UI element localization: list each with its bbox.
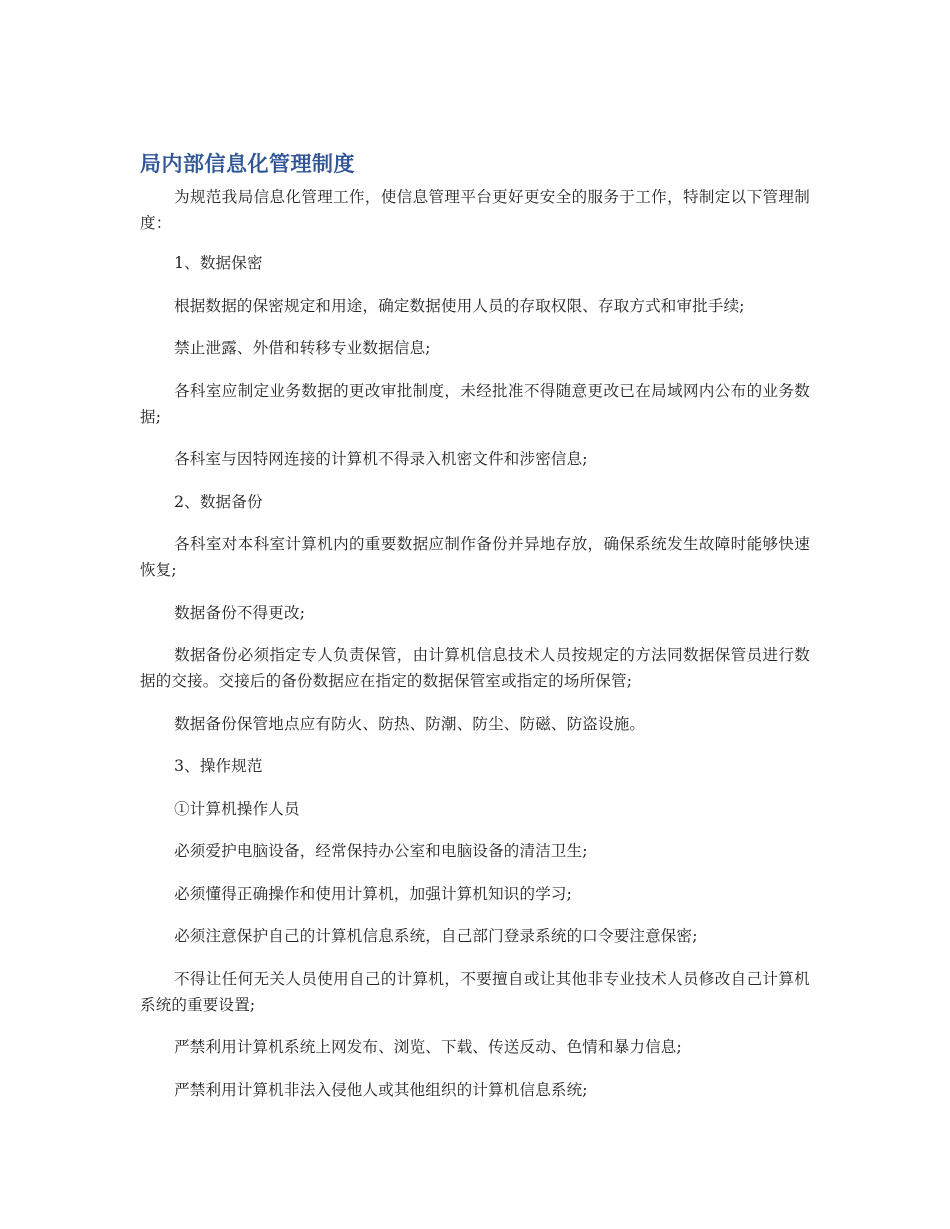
section-heading-data-backup: 2、数据备份 [174, 492, 263, 511]
paragraph: 数据备份保管地点应有防火、防热、防潮、防尘、防磁、防盗设施。 [174, 714, 646, 733]
paragraph: 各科室应制定业务数据的更改审批制度，未经批准不得随意更改已在局域网内公布的业务数据; [140, 381, 810, 426]
paragraph: 根据数据的保密规定和用途，确定数据使用人员的存取权限、存取方式和审批手续; [174, 296, 745, 315]
paragraph: 禁止泄露、外借和转移专业数据信息; [174, 339, 431, 357]
document-title: 局内部信息化管理制度 [140, 152, 355, 176]
paragraph: 各科室对本科室计算机内的重要数据应制作备份并异地存放，确保系统发生故障时能够快速恢复; [140, 535, 810, 579]
section-heading-data-confidentiality: 1、数据保密 [174, 254, 263, 272]
paragraph: 不得让任何无关人员使用自己的计算机，不要擅自或让其他非专业技术人员修改自己计算机系统的重要设置; [140, 969, 810, 1014]
section-heading-operation-rules: 3、操作规范 [174, 757, 263, 775]
paragraph: 数据备份不得更改; [174, 603, 306, 622]
intro-paragraph: 为规范我局信息化管理工作，使信息管理平台更好更安全的服务于工作，特制定以下管理制度： [140, 188, 810, 232]
paragraph: 必须懂得正确操作和使用计算机，加强计算机知识的学习; [174, 884, 573, 903]
subsection-heading-operators: ①计算机操作人员 [174, 799, 300, 818]
paragraph: 必须爱护电脑设备，经常保持办公室和电脑设备的清洁卫生; [174, 842, 588, 860]
paragraph: 数据备份必须指定专人负责保管，由计算机信息技术人员按规定的方法同数据保管员进行数据的交接。交接后的备份数据应在指定的数据保管室或指定的场所保管; [140, 646, 810, 690]
document-page [140, 148, 810, 1119]
paragraph: 严禁利用计算机系统上网发布、浏览、下载、传送反动、色情和暴力信息; [174, 1038, 682, 1056]
paragraph: 必须注意保护自己的计算机信息系统，自己部门登录系统的口令要注意保密; [174, 927, 698, 945]
paragraph: 各科室与因特网连接的计算机不得录入机密文件和涉密信息; [174, 450, 588, 468]
paragraph: 严禁利用计算机非法入侵他人或其他组织的计算机信息系统; [174, 1080, 588, 1099]
